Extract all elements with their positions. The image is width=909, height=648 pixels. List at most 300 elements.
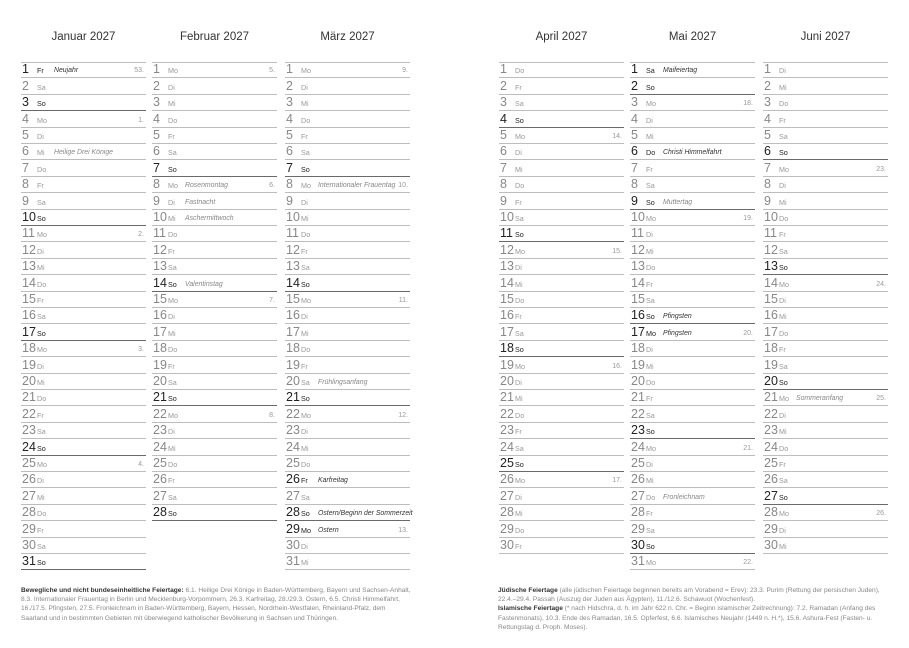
day-row[interactable] <box>21 308 146 324</box>
day-row[interactable] <box>630 406 755 422</box>
day-row[interactable] <box>763 374 888 390</box>
day-row[interactable] <box>152 390 277 406</box>
holiday-label: Pfingsten <box>663 329 692 337</box>
day-row[interactable] <box>499 226 624 242</box>
day-number: 3 <box>764 95 771 110</box>
day-row[interactable] <box>499 472 624 488</box>
day-row[interactable] <box>499 242 624 258</box>
day-number: 10 <box>764 209 778 224</box>
day-number: 9 <box>631 193 638 208</box>
weekday-label: Fr <box>301 361 308 371</box>
weekday-label: Fr <box>646 279 653 289</box>
day-row[interactable] <box>763 111 888 127</box>
calendar-week-number: 19. <box>743 214 753 222</box>
day-row[interactable] <box>285 374 410 390</box>
day-row[interactable] <box>152 472 277 488</box>
day-number: 7 <box>500 160 507 175</box>
day-number: 17 <box>153 324 167 339</box>
day-number: 6 <box>153 144 160 159</box>
day-number: 21 <box>500 390 514 405</box>
weekday-label: Sa <box>646 181 655 191</box>
day-row[interactable] <box>499 259 624 275</box>
day-row[interactable] <box>285 505 413 521</box>
day-row[interactable] <box>630 505 755 521</box>
month-title: März 2027 <box>320 31 375 43</box>
day-row[interactable] <box>499 406 624 422</box>
day-row[interactable] <box>152 95 277 111</box>
day-number: 23 <box>764 423 778 438</box>
day-row[interactable] <box>630 374 755 390</box>
weekday-label: Di <box>301 427 308 437</box>
day-row[interactable] <box>630 472 755 488</box>
day-row[interactable] <box>285 226 410 242</box>
weekday-label: Di <box>779 525 786 535</box>
day-row[interactable] <box>21 78 146 94</box>
day-row[interactable] <box>630 177 755 193</box>
day-row[interactable] <box>763 160 888 176</box>
weekday-label: Fr <box>37 525 44 535</box>
day-row[interactable] <box>21 390 146 406</box>
day-row[interactable] <box>285 488 410 504</box>
day-row[interactable] <box>21 160 146 176</box>
holiday-label: Neujahr <box>54 67 79 75</box>
day-row[interactable] <box>152 505 277 521</box>
month-column <box>630 0 755 600</box>
weekday-label: Mi <box>779 312 787 322</box>
day-row[interactable] <box>285 242 410 258</box>
day-row[interactable] <box>21 259 146 275</box>
day-row[interactable] <box>152 193 277 209</box>
weekday-label: Mi <box>301 328 309 338</box>
day-row[interactable] <box>499 193 624 209</box>
weekday-label: Mi <box>779 82 787 92</box>
day-row[interactable] <box>21 423 146 439</box>
day-number: 18 <box>153 341 167 356</box>
day-row[interactable] <box>285 308 410 324</box>
weekday-label: Mo <box>646 328 656 338</box>
weekday-label: So <box>646 541 655 551</box>
weekday-label: Mi <box>779 197 787 207</box>
day-row[interactable] <box>152 242 277 258</box>
day-number: 9 <box>764 193 771 208</box>
calendar-week-number: 3. <box>138 346 144 354</box>
day-number: 23 <box>153 423 167 438</box>
day-row[interactable] <box>152 406 277 422</box>
weekday-label: Mo <box>646 558 656 568</box>
day-row[interactable] <box>21 538 146 554</box>
day-row[interactable] <box>763 275 888 291</box>
day-number: 26 <box>286 472 300 487</box>
day-row[interactable] <box>152 357 277 373</box>
month-title: Juni 2027 <box>800 31 851 43</box>
day-number: 3 <box>153 95 160 110</box>
day-row[interactable] <box>763 210 888 226</box>
day-row[interactable] <box>152 308 277 324</box>
day-row[interactable] <box>285 439 410 455</box>
day-row[interactable] <box>499 341 624 357</box>
day-row[interactable] <box>499 456 624 472</box>
day-number: 28 <box>286 505 300 520</box>
footnote-left <box>21 586 411 623</box>
day-row[interactable] <box>499 439 624 455</box>
day-row[interactable] <box>285 324 410 340</box>
day-row[interactable] <box>630 193 755 209</box>
day-row[interactable] <box>152 62 277 78</box>
day-row[interactable] <box>630 357 755 373</box>
day-row[interactable] <box>21 95 146 111</box>
day-row[interactable] <box>630 292 755 308</box>
day-row[interactable] <box>21 488 146 504</box>
day-row[interactable] <box>763 324 888 340</box>
day-row[interactable] <box>499 144 624 160</box>
day-row[interactable] <box>763 505 888 521</box>
weekday-label: Mi <box>779 427 787 437</box>
day-row[interactable] <box>152 324 277 340</box>
day-row[interactable] <box>499 210 624 226</box>
day-row[interactable] <box>630 111 755 127</box>
day-row[interactable] <box>630 95 755 111</box>
day-row[interactable] <box>630 210 755 226</box>
day-row[interactable] <box>763 193 888 209</box>
day-row[interactable] <box>21 357 146 373</box>
day-number: 4 <box>286 111 293 126</box>
day-row[interactable] <box>763 308 888 324</box>
day-row[interactable] <box>499 292 624 308</box>
day-row[interactable] <box>630 160 755 176</box>
holiday-label: Heilige Drei Könige <box>54 149 113 157</box>
weekday-label: Di <box>646 230 653 240</box>
day-row[interactable] <box>763 488 888 504</box>
day-row[interactable] <box>152 488 277 504</box>
day-row[interactable] <box>285 259 410 275</box>
weekday-label: So <box>779 148 788 158</box>
day-row[interactable] <box>630 144 755 160</box>
day-row[interactable] <box>763 292 888 308</box>
day-row[interactable] <box>21 456 146 472</box>
day-number: 20 <box>764 373 778 388</box>
day-row[interactable] <box>763 128 888 144</box>
day-number: 22 <box>500 406 514 421</box>
day-row[interactable] <box>763 456 888 472</box>
day-row[interactable] <box>21 111 146 127</box>
day-row[interactable] <box>285 193 410 209</box>
day-row[interactable] <box>152 226 277 242</box>
day-row[interactable] <box>499 128 624 144</box>
day-row[interactable] <box>285 144 410 160</box>
day-row[interactable] <box>285 177 410 193</box>
day-row[interactable] <box>152 341 277 357</box>
day-row[interactable] <box>630 78 755 94</box>
day-row[interactable] <box>21 193 146 209</box>
weekday-label: Do <box>646 263 656 273</box>
day-number: 11 <box>22 226 35 241</box>
day-row[interactable] <box>630 488 755 504</box>
day-row[interactable] <box>630 554 755 570</box>
day-row[interactable] <box>285 95 410 111</box>
holiday-label: Pfingsten <box>663 313 692 321</box>
weekday-label: Sa <box>37 312 46 322</box>
day-row[interactable] <box>630 456 755 472</box>
day-row[interactable] <box>630 538 755 554</box>
day-row[interactable] <box>152 210 277 226</box>
weekday-label: So <box>301 394 310 404</box>
day-row[interactable] <box>499 62 624 78</box>
day-row[interactable] <box>152 423 277 439</box>
day-row[interactable] <box>763 226 888 242</box>
day-row[interactable] <box>285 423 410 439</box>
day-row[interactable] <box>499 111 624 127</box>
day-row[interactable] <box>630 62 755 78</box>
day-row[interactable] <box>499 78 624 94</box>
day-row[interactable] <box>152 111 277 127</box>
day-number: 15 <box>500 291 514 306</box>
weekday-label: Mo <box>515 361 525 371</box>
weekday-label: Mi <box>37 377 45 387</box>
day-row[interactable] <box>499 160 624 176</box>
weekday-label: Di <box>515 492 522 502</box>
day-number: 27 <box>22 488 36 503</box>
day-row[interactable] <box>763 341 888 357</box>
calendar-week-number: 4. <box>138 460 144 468</box>
footnote-right <box>498 586 888 632</box>
day-row[interactable] <box>21 226 146 242</box>
day-row[interactable] <box>499 324 624 340</box>
day-row[interactable] <box>763 242 888 258</box>
weekday-label: Sa <box>515 213 524 223</box>
weekday-label: Mo <box>779 509 789 519</box>
day-row[interactable] <box>21 144 146 160</box>
day-row[interactable] <box>285 62 410 78</box>
day-number: 3 <box>500 95 507 110</box>
weekday-label: Fr <box>779 115 786 125</box>
day-row[interactable] <box>21 374 146 390</box>
day-row[interactable] <box>630 439 755 455</box>
weekday-label: So <box>168 394 177 404</box>
day-number: 25 <box>22 455 36 470</box>
day-row[interactable] <box>630 275 755 291</box>
day-number: 6 <box>22 144 29 159</box>
day-row[interactable] <box>152 177 277 193</box>
day-row[interactable] <box>285 456 410 472</box>
weekday-label: Fr <box>301 246 308 256</box>
weekday-label: Mo <box>779 279 789 289</box>
day-row[interactable] <box>763 177 888 193</box>
day-row[interactable] <box>285 111 410 127</box>
day-number: 27 <box>286 488 300 503</box>
calendar-week-number: 53. <box>134 67 144 75</box>
day-row[interactable] <box>499 521 624 537</box>
day-row[interactable] <box>285 538 410 554</box>
weekday-label: Mo <box>37 345 47 355</box>
day-row[interactable] <box>763 406 888 422</box>
day-number: 24 <box>764 439 778 454</box>
day-row[interactable] <box>630 259 755 275</box>
day-row[interactable] <box>763 78 888 94</box>
day-row[interactable] <box>285 341 410 357</box>
day-row[interactable] <box>285 78 410 94</box>
day-number: 21 <box>22 390 36 405</box>
day-row[interactable] <box>21 406 146 422</box>
day-row[interactable] <box>21 554 146 570</box>
day-row[interactable] <box>152 439 277 455</box>
day-row[interactable] <box>285 210 410 226</box>
weekday-label: So <box>301 509 310 519</box>
day-row[interactable] <box>499 505 624 521</box>
weekday-label: Di <box>515 263 522 273</box>
month-column <box>499 0 624 600</box>
weekday-label: Di <box>779 410 786 420</box>
day-row[interactable] <box>285 128 410 144</box>
weekday-label: So <box>779 377 788 387</box>
day-row[interactable] <box>630 128 755 144</box>
weekday-label: Mo <box>515 131 525 141</box>
day-row[interactable] <box>630 324 755 340</box>
day-row[interactable] <box>499 95 624 111</box>
weekday-label: Mo <box>37 230 47 240</box>
day-row[interactable] <box>763 472 888 488</box>
weekday-label: Mi <box>646 476 654 486</box>
day-row[interactable] <box>285 390 410 406</box>
day-row[interactable] <box>499 488 624 504</box>
day-row[interactable] <box>499 177 624 193</box>
day-number: 12 <box>764 242 778 257</box>
weekday-label: Do <box>779 99 789 109</box>
day-row[interactable] <box>152 144 277 160</box>
day-number: 10 <box>286 209 300 224</box>
day-row[interactable] <box>21 341 146 357</box>
day-row[interactable] <box>21 472 146 488</box>
weekday-label: Di <box>37 131 44 141</box>
weekday-label: Fr <box>779 345 786 355</box>
day-row[interactable] <box>763 357 888 373</box>
day-row[interactable] <box>285 521 410 537</box>
day-number: 24 <box>22 439 36 454</box>
day-row[interactable] <box>499 538 624 554</box>
day-number: 8 <box>500 177 507 192</box>
weekday-label: Fr <box>168 246 175 256</box>
day-row[interactable] <box>21 128 146 144</box>
day-row[interactable] <box>285 160 410 176</box>
day-row[interactable] <box>21 324 146 340</box>
weekday-label: Do <box>515 410 525 420</box>
day-row[interactable] <box>21 275 146 291</box>
day-row[interactable] <box>21 505 146 521</box>
holiday-label: Muttertag <box>663 198 693 206</box>
day-number: 1 <box>153 62 160 77</box>
day-number: 2 <box>764 78 771 93</box>
day-number: 27 <box>764 488 778 503</box>
holiday-label: Fronleichnam <box>663 493 705 501</box>
day-number: 15 <box>286 291 300 306</box>
day-number: 23 <box>500 423 514 438</box>
weekday-label: Fr <box>168 476 175 486</box>
weekday-label: Do <box>515 525 525 535</box>
weekday-label: Sa <box>301 492 310 502</box>
day-row[interactable] <box>630 521 755 537</box>
day-row[interactable] <box>152 160 277 176</box>
day-row[interactable] <box>21 292 146 308</box>
day-number: 9 <box>286 193 293 208</box>
day-row[interactable] <box>21 177 146 193</box>
day-row[interactable] <box>285 472 410 488</box>
day-row[interactable] <box>285 357 410 373</box>
day-row[interactable] <box>285 554 410 570</box>
day-row[interactable] <box>763 259 888 275</box>
weekday-label: Sa <box>168 148 177 158</box>
day-number: 25 <box>764 455 778 470</box>
day-row[interactable] <box>152 128 277 144</box>
day-number: 1 <box>22 62 29 77</box>
day-row[interactable] <box>763 423 888 439</box>
day-row[interactable] <box>499 308 624 324</box>
day-number: 12 <box>286 242 300 257</box>
day-row[interactable] <box>630 390 755 406</box>
day-row[interactable] <box>763 439 888 455</box>
weekday-label: Do <box>515 181 525 191</box>
day-row[interactable] <box>499 390 624 406</box>
day-row[interactable] <box>152 374 277 390</box>
day-number: 1 <box>500 62 507 77</box>
day-row[interactable] <box>21 439 146 455</box>
day-row[interactable] <box>763 521 888 537</box>
day-number: 26 <box>631 472 645 487</box>
day-row[interactable] <box>21 242 146 258</box>
day-row[interactable] <box>630 341 755 357</box>
day-row[interactable] <box>763 144 888 160</box>
day-row[interactable] <box>630 226 755 242</box>
day-row[interactable] <box>763 538 888 554</box>
day-row[interactable] <box>152 275 277 291</box>
day-row[interactable] <box>21 210 146 226</box>
day-row[interactable] <box>152 456 277 472</box>
day-row[interactable] <box>285 275 410 291</box>
day-row[interactable] <box>285 406 410 422</box>
day-number: 7 <box>286 160 293 175</box>
day-row[interactable] <box>763 62 888 78</box>
day-row[interactable] <box>152 78 277 94</box>
day-row[interactable] <box>152 259 277 275</box>
footnote-left-title: Bewegliche und nicht bundeseinheitliche Feiertage: <box>21 587 184 594</box>
day-number: 6 <box>500 144 507 159</box>
weekday-label: So <box>168 509 177 519</box>
day-number: 4 <box>22 111 29 126</box>
day-number: 18 <box>286 341 300 356</box>
day-row[interactable] <box>499 423 624 439</box>
day-number: 7 <box>631 160 638 175</box>
weekday-label: Fr <box>37 410 44 420</box>
weekday-label: So <box>168 279 177 289</box>
day-row[interactable] <box>21 521 146 537</box>
day-row[interactable] <box>499 275 624 291</box>
day-row[interactable] <box>499 357 624 373</box>
day-row[interactable] <box>21 62 146 78</box>
weekday-label: Do <box>168 230 178 240</box>
day-row[interactable] <box>630 242 755 258</box>
day-row[interactable] <box>630 308 755 324</box>
weekday-label: Do <box>646 492 656 502</box>
day-row[interactable] <box>763 390 888 406</box>
day-row[interactable] <box>499 374 624 390</box>
day-row[interactable] <box>763 95 888 111</box>
day-number: 9 <box>22 193 29 208</box>
day-number: 8 <box>631 177 638 192</box>
holiday-label: Internationaler Frauentag <box>318 182 396 190</box>
weekday-label: Mo <box>301 181 311 191</box>
calendar-week-number: 1. <box>138 116 144 124</box>
day-row[interactable] <box>285 292 410 308</box>
day-row[interactable] <box>152 292 277 308</box>
day-row[interactable] <box>630 423 755 439</box>
